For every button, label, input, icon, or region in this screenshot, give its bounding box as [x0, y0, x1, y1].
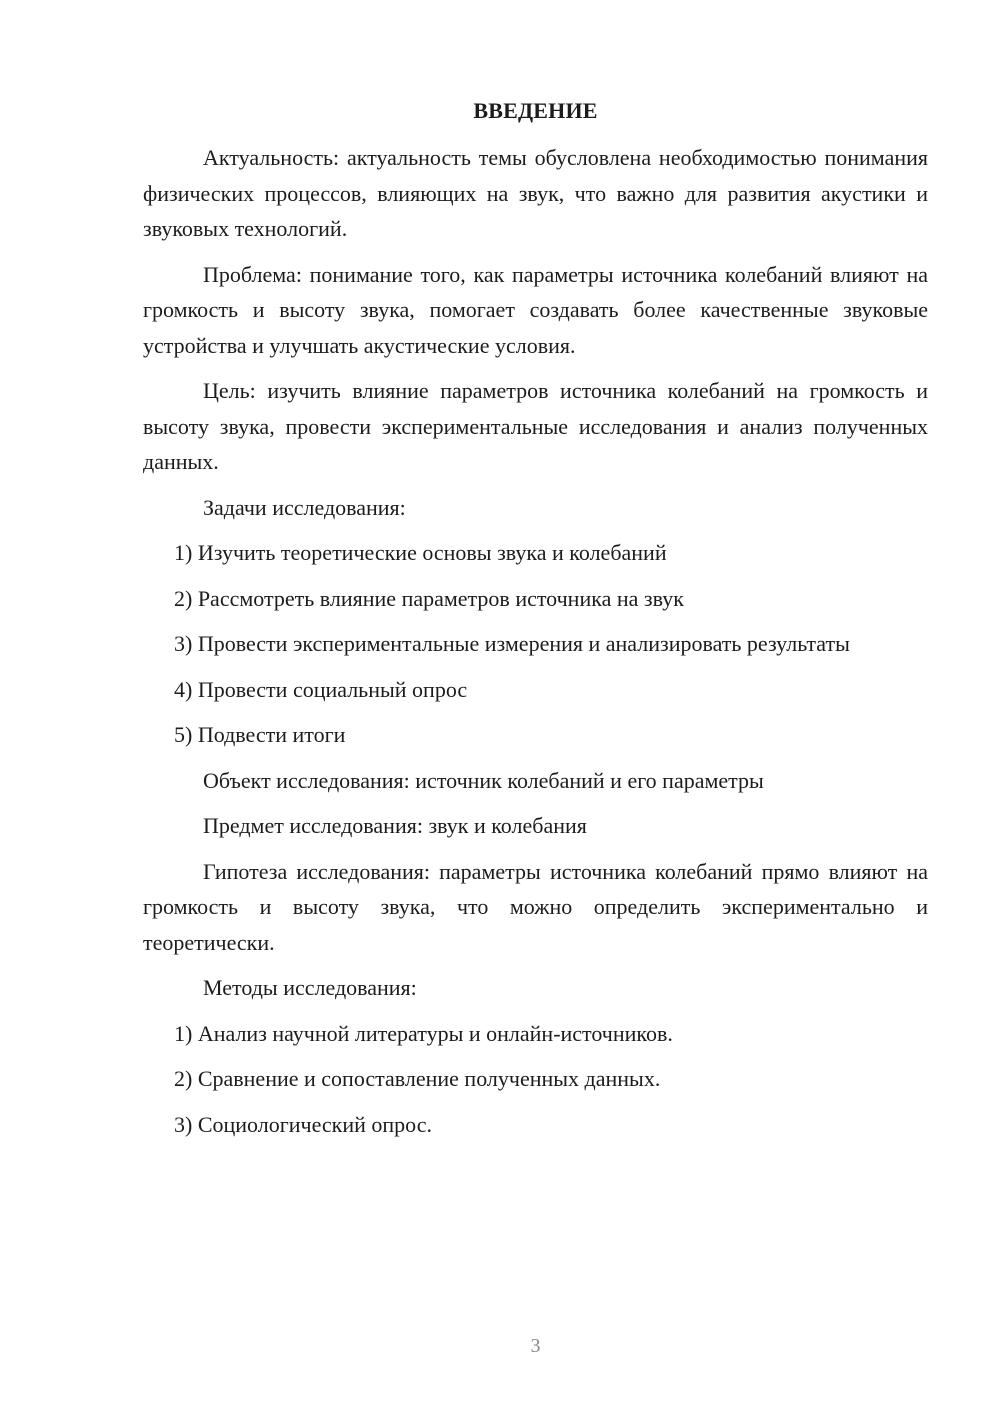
task-item-4: 4) Провести социальный опрос: [174, 676, 468, 702]
page-number: 3: [530, 1335, 541, 1357]
tasks-heading: Задачи исследования:: [203, 494, 406, 520]
paragraph-object: Объект исследования: источник колебаний и его параметры: [203, 767, 764, 793]
page-title: ВВЕДЕНИЕ: [473, 98, 598, 123]
task-item-2: 2) Рассмотреть влияние параметров источника на звук: [174, 585, 684, 611]
task-item-3: 3) Провести экспериментальные измерения и анализировать результаты: [174, 631, 850, 656]
task-item-1: 1) Изучить теоретические основы звука и колебаний: [174, 540, 667, 565]
task-item-5: 5) Подвести итоги: [174, 722, 346, 747]
document-body: [143, 140, 928, 1152]
method-item-2: 2) Сравнение и сопоставление полученных данных.: [174, 1066, 661, 1091]
method-item-1: 1) Анализ научной литературы и онлайн-источников.: [174, 1020, 673, 1046]
paragraph-hypothesis: Гипотеза исследования: параметры источника колебаний прямо влияют на громкость и высоту звука, что можно определить экспериментально и теоретически.: [143, 858, 928, 955]
paragraph-problem: Проблема: понимание того, как параметры источника колебаний влияют на громкость и высоту звука, помогает создавать более качественные звуковые устройства и улучшать акустические условия.: [143, 261, 928, 358]
paragraph-goal: Цель: изучить влияние параметров источника колебаний на громкость и высоту звука, провести экспериментальные исследования и анализ полученных данных.: [143, 378, 928, 474]
methods-heading: Методы исследования:: [203, 975, 417, 1000]
paragraph-relevance: Актуальность: актуальность темы обусловлена необходимостью понимания физических процессов, влияющих на звук, что важно для развития акустики и звуковых технологий.: [143, 145, 928, 241]
paragraph-subject: Предмет исследования: звук и колебания: [203, 813, 587, 838]
document-page: [143, 0, 928, 1414]
method-item-3: 3) Социологический опрос.: [174, 1111, 432, 1137]
